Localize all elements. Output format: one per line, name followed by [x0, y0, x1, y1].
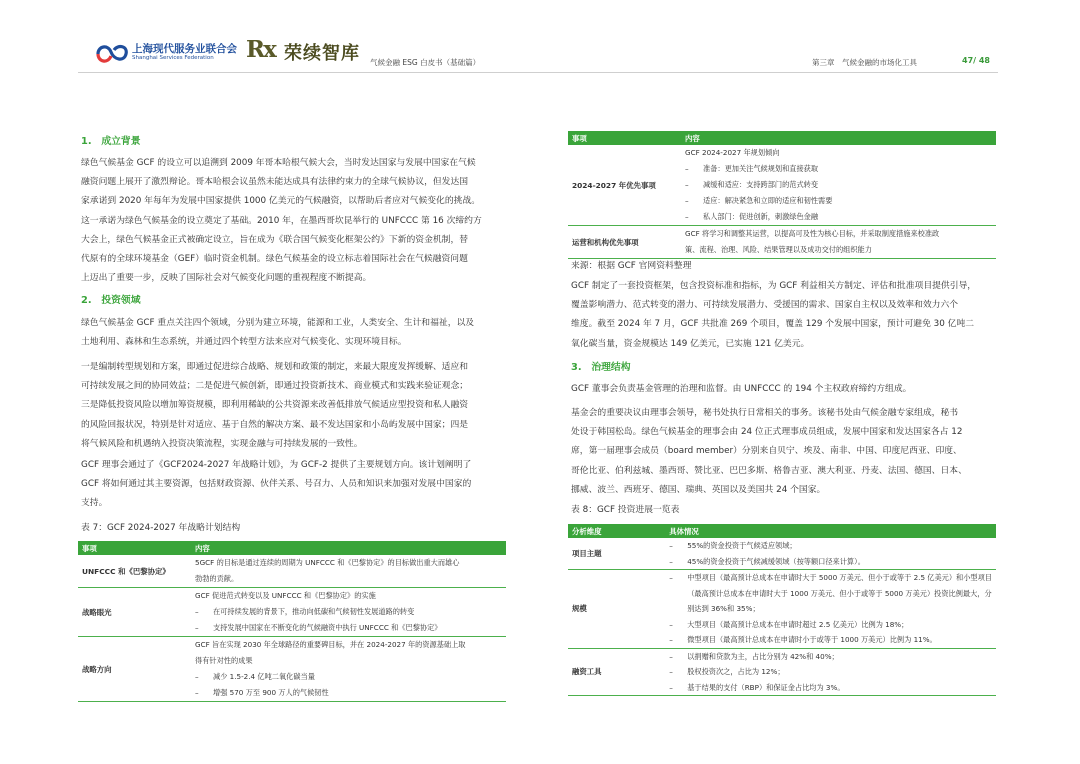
background-paragraph [81, 154, 509, 288]
table-content-line [685, 209, 992, 225]
table-content-line [669, 632, 992, 648]
table-content-line [195, 588, 502, 604]
table-content-text: 增强 570 万至 900 万人的气候韧性 [213, 688, 329, 697]
table-content-text: 股权投资次之，占比为 12%； [687, 667, 785, 676]
table-row-key: 2024-2027 年优先事项 [568, 145, 681, 226]
table-content-text: 得有针对性的成果 [195, 656, 253, 665]
org-name-cn: 上海现代服务业联合会 [132, 43, 237, 55]
table-row-content [681, 226, 996, 259]
table-header-cell: 事项 [568, 131, 681, 145]
table-content-line [685, 161, 992, 177]
table-content-line [685, 226, 992, 242]
table-header-cell: 内容 [681, 131, 996, 145]
table-content-text: 55%的资金投资于气候适应领域； [687, 541, 797, 550]
text-line: 一是编制转型规划和方案，即通过促进综合战略、规划和政策的制定，来最大限度发挥缓解、适应和 [81, 362, 469, 372]
table-content-text: 私人部门：促进创新，刺激绿色金融 [703, 212, 819, 221]
text-line: 家承诺到 2020 年每年为发展中国家提供 1000 亿美元的气候融资，以帮助后者应对气候变化的挑战。 [81, 196, 481, 207]
framework-paragraph [571, 277, 999, 354]
table-header-cell: 分析维度 [568, 524, 665, 538]
bullet-dash: – [685, 180, 689, 189]
source-note: 来源：根据 GCF 官网资料整理 [571, 261, 692, 271]
text-line: 的风险回报状况，特别是针对适应、基于自然的解决方案、最不发达国家和小岛屿发展中国家；四是 [81, 419, 469, 430]
table8-caption: 表 8：GCF 投资进展一览表 [571, 505, 680, 515]
table-content-line [669, 649, 992, 665]
text-line: 氧化碳当量，资金规模达 149 亿美元，已实施 121 亿美元。 [571, 338, 810, 349]
table-row-key: 项目主题 [568, 538, 665, 570]
bullet-dash: – [669, 682, 673, 692]
text-line: GCF 理事会通过了《GCF2024-2027 年战略计划》，为 GCF-2 提供了主要规划方向。该计划阐明了 [81, 460, 472, 470]
table8 [568, 524, 996, 696]
table-row-content [191, 588, 506, 637]
table-content-text: 适应：解决紧急和立即的适应和韧性需要 [703, 196, 833, 205]
text-line: 土地利用、森林和生态系统，并通过四个转型方法来应对气候变化、实现环境目标。 [81, 337, 407, 348]
table-content-text: 微型项目（最高预计总成本在申请时小于或等于 1000 万美元）比例为 11%。 [687, 635, 937, 644]
table-content-text: 以捐赠和贷款为主，占比分别为 42%和 40%； [687, 651, 839, 661]
table-content-text: 45%的资金投资于气候减缓领域（按等额口径来计算）。 [687, 556, 865, 566]
table-content-text: 减缓和适应：支持跨部门的范式转变 [703, 180, 819, 189]
table-row-key: 融资工具 [568, 648, 665, 696]
sfederation-logo-icon [94, 40, 130, 68]
table-content-line [195, 685, 502, 701]
doc-title: 气候金融 ESG 白皮书（基础篇） [370, 58, 481, 67]
table-content-line [195, 637, 502, 653]
table-content-text: 减少 1.5-2.4 亿吨二氧化碳当量 [213, 672, 315, 681]
chapter-title: 第三章 气候金融的市场化工具 [812, 58, 917, 67]
table-content-line [669, 680, 992, 696]
table-row [78, 637, 506, 702]
table-content-text: 别达到 36%和 35%； [687, 604, 760, 613]
table7-continued [568, 131, 996, 259]
text-line: 挪威、波兰、西班牙、德国、瑞典、英国以及美国共 24 个国家。 [571, 484, 826, 495]
rx-logo-name: 荣续智库 [284, 43, 360, 64]
table-content-text: 中型项目（最高预计总成本在申请时大于 5000 万美元、但小于或等于 2.5 亿美元）和小型项目 [687, 573, 992, 582]
table-content-line [685, 193, 992, 209]
table-row-content [681, 145, 996, 226]
text-line: 可持续发展之间的协同效益；二是促进气候创新，即通过投资新技术、商业模式和实践来验证观念； [81, 381, 469, 392]
table-content-text: 在可持续发展的背景下，推动向低碳和气候韧性发展道路的转变 [213, 607, 415, 616]
table-content-text: 5GCF 的目标是通过连续的周期为 UNFCCC 和《巴黎协定》的目标做出重大而雄心 [195, 558, 460, 567]
table-content-line [669, 538, 992, 554]
table-content-line [669, 554, 992, 570]
table-content-line [669, 570, 992, 586]
bullet-dash: – [669, 573, 673, 582]
table-row [568, 145, 996, 226]
table-content-line [669, 664, 992, 680]
table-content-text: 基于结果的支付（RBP）和保证金占比均为 3%。 [687, 682, 845, 692]
table-content-text: GCF 2024-2027 年规划倾向 [685, 148, 780, 157]
bullet-dash: – [685, 196, 689, 205]
table-header-cell: 事项 [78, 541, 191, 555]
table-content-line [195, 604, 502, 620]
table-row [568, 648, 996, 696]
text-line: GCF 董事会负责基金管理的治理和监督。由 UNFCCC 的 194 个主权政府缔约方组成。 [571, 384, 912, 394]
table-row [78, 588, 506, 637]
text-line: 席，第一届理事会成员（board member）分别来自贝宁、埃及、南非、中国、印度尼西亚、印度、 [571, 446, 962, 457]
table-content-line [195, 571, 502, 587]
bullet-dash: – [669, 541, 673, 550]
investment-paragraph-1 [81, 314, 509, 352]
bullet-dash: – [685, 212, 689, 221]
text-line: 绿色气候基金 GCF 重点关注四个领域，分别为建立环境，能源和工业，人类安全、生计和福祉，以及 [81, 318, 475, 328]
table-content-line [685, 177, 992, 193]
text-line: 绿色气候基金 GCF 的设立可以追溯到 2009 年哥本哈根气候大会，当时发达国家与发展中国家在气候 [81, 158, 476, 168]
bullet-dash: – [669, 556, 673, 566]
table-content-line [685, 242, 992, 258]
table-row-content [665, 538, 996, 570]
org-name-en: Shanghai Services Federation [132, 55, 214, 61]
table-row-content [665, 570, 996, 649]
table-row-content [665, 648, 996, 696]
table-content-line [669, 586, 992, 602]
text-line: 基金会的重要决议由理事会领导，秘书处执行日常相关的事务。该秘书处由气候金融专家组成，秘书 [571, 408, 959, 418]
governance-paragraph-2 [571, 404, 999, 500]
bullet-dash: – [669, 619, 673, 629]
text-line: 覆盖影响潜力、范式转变的潜力、可持续发展潜力、受援国的需求、国家自主权以及效率和效力六个 [571, 300, 959, 311]
table-content-text: GCF 促进范式转变以及 UNFCCC 和《巴黎协定》的实施 [195, 591, 376, 600]
text-line: GCF 将如何通过其主要资源，包括财政资源、伙伴关系、号召力、人员和知识来加强对发展中国家的 [81, 479, 472, 490]
investment-paragraph-2 [81, 358, 509, 454]
rx-logo-mark: Rx [246, 36, 275, 63]
table-content-text: （最高预计总成本在申请时大于 1000 万美元、但小于或等于 5000 万美元）投资比例最大，分 [687, 588, 992, 598]
text-line: 处设于韩国松岛。绿色气候基金的理事会由 24 位正式理事成员组成，发展中国家和发达国家各占 12 [571, 427, 963, 438]
table-content-text: GCF 将学习和调整其运营，以提高可及性为核心目标，并采取制度措施来校准政 [685, 229, 940, 238]
table-content-line [669, 617, 992, 633]
table-row [568, 570, 996, 649]
bullet-dash: – [685, 164, 689, 173]
text-line: GCF 制定了一套投资框架，包含投资标准和指标，为 GCF 利益相关方制定、评估和批准项目提供引导， [571, 281, 977, 291]
text-line: 大会上，绿色气候基金正式被确定设立，旨在成为《联合国气候变化框架公约》下新的资金机制，替 [81, 234, 469, 245]
bullet-dash: – [669, 651, 673, 661]
text-line: 三是降低投资风险以增加筹资规模，即利用稀缺的公共资源来改善低排放气候适应型投资和私人融资 [81, 400, 469, 411]
table-content-text: 勃勃的贡献。 [195, 574, 239, 583]
section-title-governance: 3. 治理结构 [571, 362, 631, 373]
table-content-line [669, 601, 992, 617]
text-line: 支持。 [81, 498, 108, 509]
bullet-dash: – [195, 623, 199, 632]
table-content-line [195, 620, 502, 636]
bullet-dash: – [195, 607, 199, 616]
text-line: 维度。截至 2024 年 7 月，GCF 共批准 269 个项目，覆盖 129 个发展中国家，预计可避免 30 亿吨二 [571, 319, 975, 330]
table-content-text: 支持发展中国家在不断变化的气候融资中执行 UNFCCC 和《巴黎协定》 [213, 623, 442, 632]
table7 [78, 541, 506, 702]
table-content-line [195, 653, 502, 669]
table-row-key: 规模 [568, 570, 665, 649]
bullet-dash: – [669, 635, 673, 644]
text-line: 将气候风险和机遇纳入投资决策流程，实现金融与可持续发展的一致性。 [81, 438, 363, 449]
bullet-dash: – [669, 667, 673, 676]
investment-paragraph-3 [81, 456, 509, 514]
table-row-content [191, 637, 506, 702]
table-content-text: 策、流程、治理、风险、结果管理以及成功交付的组织能力 [685, 245, 872, 254]
text-line: 代原有的全球环境基金（GEF）临时资金机制。绿色气候基金的设立标志着国际社会在气候融资问题 [81, 254, 468, 265]
table-content-line [685, 145, 992, 161]
table-content-line [195, 669, 502, 685]
table-content-text: 准备：更加关注气候规划和直接获取 [703, 164, 819, 173]
page-number: 47/ 48 [962, 56, 990, 65]
table-content-text: GCF 旨在实现 2030 年全球路径的重要碑目标，并在 2024-2027 年的资源基础上取 [195, 640, 466, 649]
table-content-text: 大型项目（最高预计总成本在申请时超过 2.5 亿美元）比例为 18%； [687, 619, 909, 629]
bullet-dash: – [195, 688, 199, 697]
table-header-cell: 内容 [191, 541, 506, 555]
text-line: 上迈出了重要一步，反映了国际社会对气候变化问题的重视程度不断提高。 [81, 273, 372, 284]
header-divider [78, 72, 998, 73]
table-content-line [195, 555, 502, 571]
table-row-key: 运营和机构优先事项 [568, 226, 681, 259]
table-row [78, 555, 506, 588]
table-row-content [191, 555, 506, 588]
text-line: 这一承诺为绿色气候基金的设立奠定了基础。2010 年，在墨西哥坎昆举行的 UNFCCC 第 16 次缔约方 [81, 215, 482, 226]
text-line: 融资问题上展开了激烈辩论。哥本哈根会议虽然未能达成具有法律约束力的全球气候协议，但发达国 [81, 177, 469, 188]
table-row-key: 战略眼光 [78, 588, 191, 637]
table-row [568, 226, 996, 259]
text-line: 哥伦比亚、伯利兹城、墨西哥、赞比亚、巴巴多斯、格鲁吉亚、澳大利亚、丹麦、法国、德国、日本、 [571, 465, 967, 476]
table-row-key: UNFCCC 和《巴黎协定》 [78, 555, 191, 588]
table-row [568, 538, 996, 570]
table-header-cell: 具体情况 [665, 524, 996, 538]
table-row-key: 战略方向 [78, 637, 191, 702]
section-title-investment: 2. 投资领域 [81, 295, 141, 306]
table7-caption: 表 7：GCF 2024-2027 年战略计划结构 [81, 523, 241, 533]
section-title-background: 1. 成立背景 [81, 136, 141, 147]
bullet-dash: – [195, 672, 199, 681]
governance-paragraph-1 [571, 380, 999, 399]
